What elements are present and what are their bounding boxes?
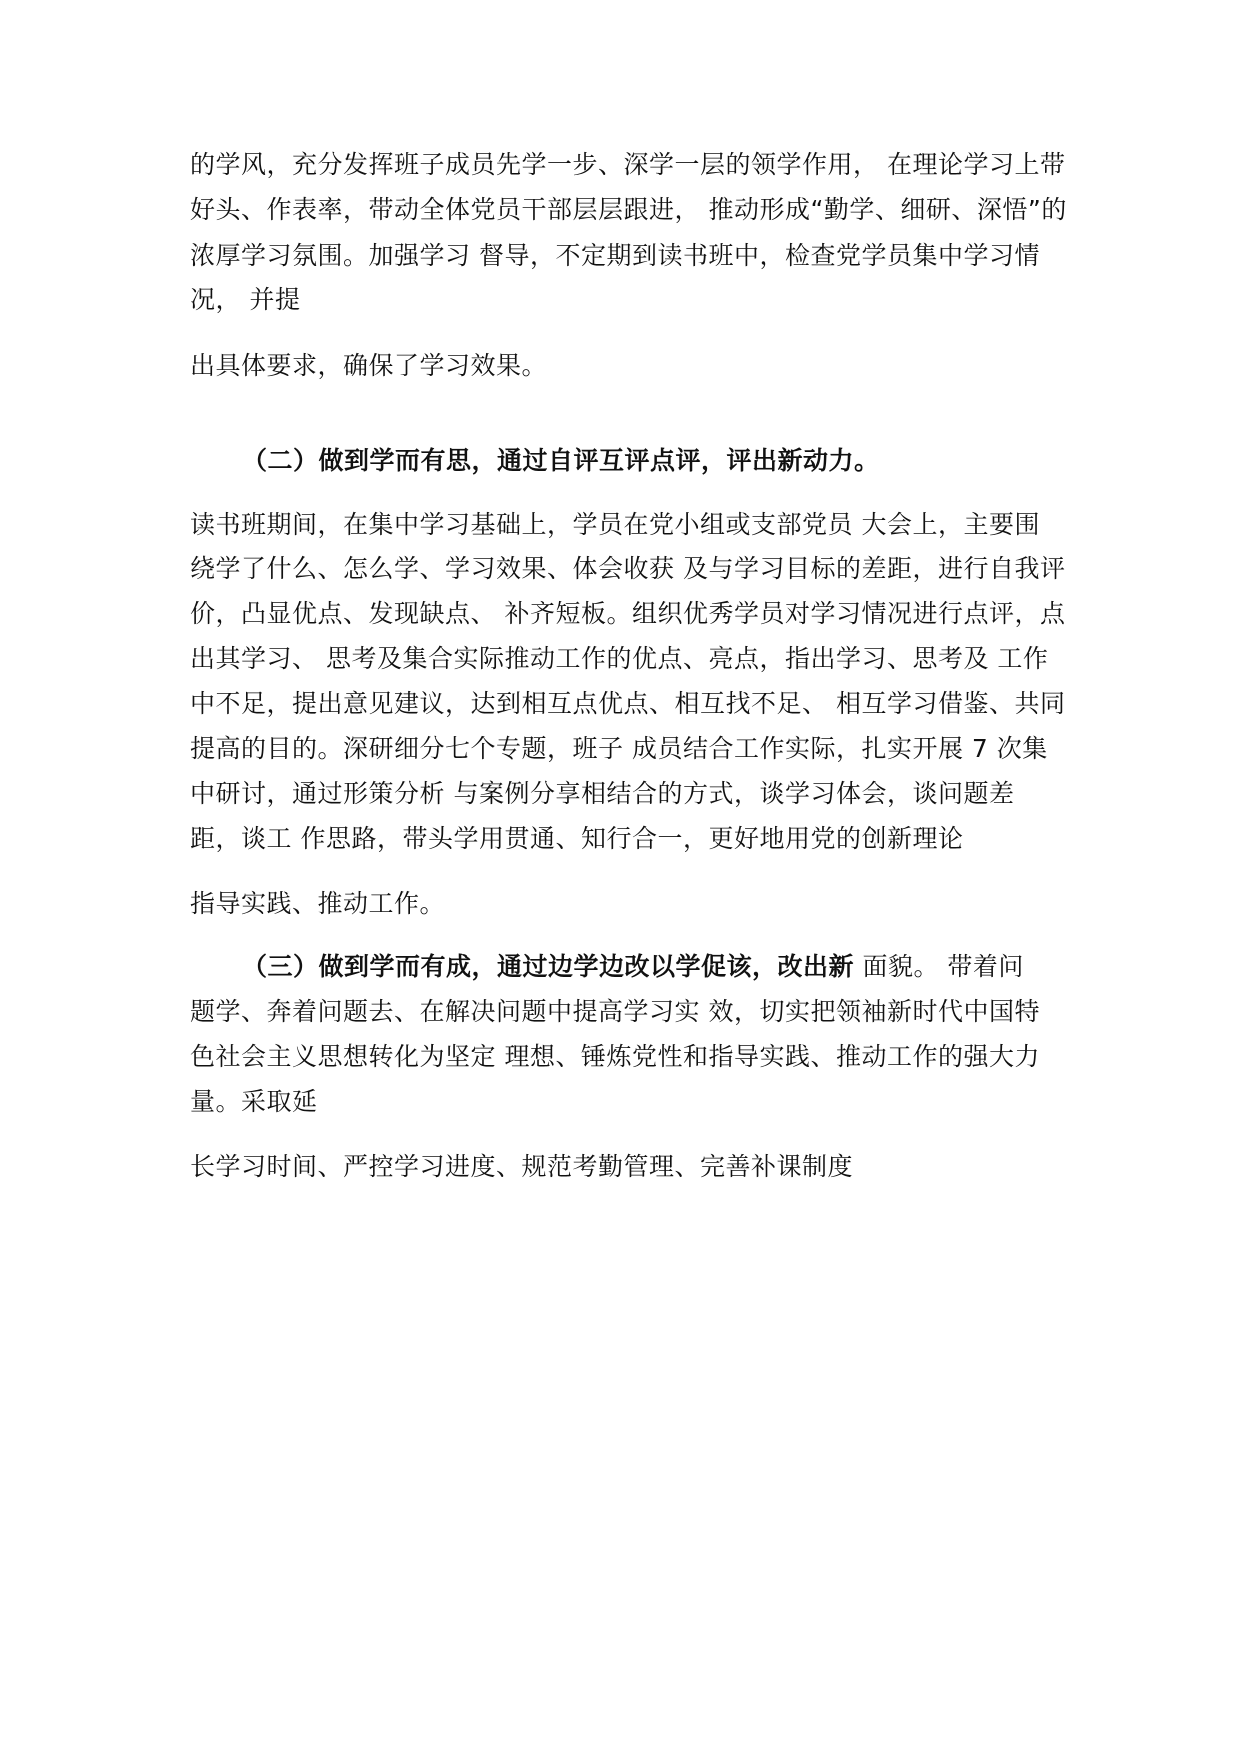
- paragraph-line: 量。采取延: [190, 1087, 318, 1116]
- paragraph-line: 绕学了什么、怎么学、学习效果、体会收获 及与学习目标的差距，进行自我评: [190, 554, 1066, 583]
- paragraph-line: 出其学习、 思考及集合实际推动工作的优点、亮点，指出学习、思考及 工作: [190, 644, 1049, 673]
- section-heading-2: （二）做到学而有思，通过自评互评点评，评出新动力。: [242, 446, 880, 475]
- paragraph-line: 中研讨，通过形策分析 与案例分享相结合的方式，谈学习体会，谈问题差: [190, 779, 1015, 808]
- paragraph-line: 长学习时间、严控学习进度、规范考勤管理、完善补课制度: [190, 1152, 854, 1181]
- paragraph-line: 距，谈工 作思路，带头学用贯通、知行合一，更好地用党的创新理论: [190, 824, 964, 853]
- section-heading-3: [242, 954, 1024, 979]
- section-heading-3-bold: （三）做到学而有成，通过边学边改以学促该，改出新: [242, 952, 855, 981]
- paragraph-line: 好头、作表率，带动全体党员干部层层跟进， 推动形成“勤学、细研、深悟”的: [190, 195, 1067, 224]
- paragraph-line: 读书班期间，在集中学习基础上，学员在党小组或支部党员 大会上，主要围: [190, 510, 1040, 539]
- paragraph-line: 提高的目的。深研细分七个专题，班子 成员结合工作实际，扎实开展 7 次集: [190, 734, 1048, 763]
- paragraph-line: 价，凸显优点、发现缺点、 补齐短板。组织优秀学员对学习情况进行点评，点: [190, 599, 1066, 628]
- paragraph-line: 色社会主义思想转化为坚定 理想、锤炼党性和指导实践、推动工作的强大力: [190, 1042, 1040, 1071]
- section-heading-3-tail: 面貌。 带着问: [854, 952, 1024, 981]
- paragraph-line: 题学、奔着问题去、在解决问题中提高学习实 效，切实把领袖新时代中国特: [190, 997, 1040, 1026]
- paragraph-line: 的学风，充分发挥班子成员先学一步、深学一层的领学作用， 在理论学习上带: [190, 150, 1066, 179]
- paragraph-line: 浓厚学习氛围。加强学习 督导，不定期到读书班中，检查党学员集中学习情: [190, 241, 1040, 270]
- paragraph-line: 况， 并提: [190, 285, 301, 314]
- paragraph-line: 中不足，提出意见建议，达到相互点优点、相互找不足、 相互学习借鉴、共同: [190, 689, 1066, 718]
- paragraph-line: 出具体要求，确保了学习效果。: [190, 351, 548, 380]
- paragraph-line: 指导实践、推动工作。: [190, 889, 446, 918]
